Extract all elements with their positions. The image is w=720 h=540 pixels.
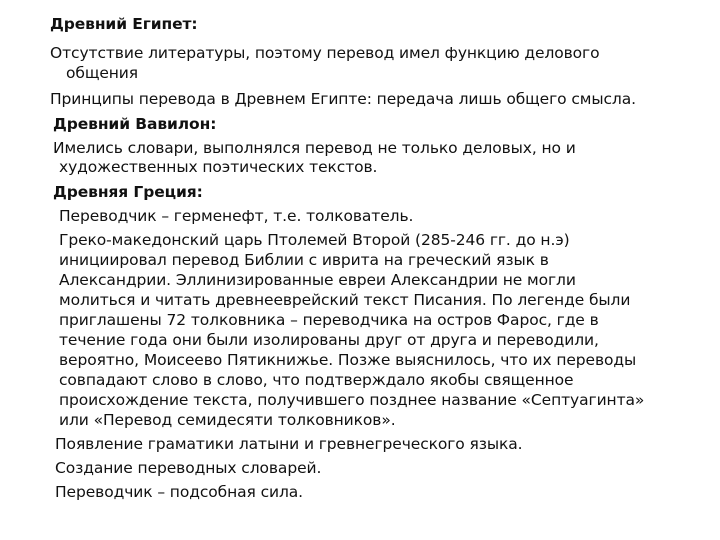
babylon-paragraph-line-1: Имелись словари, выполнялся перевод не только деловых, но и <box>53 139 576 157</box>
greece-paragraph-2-line: совпадают слово в слово, что подтверждало якобы священное <box>59 371 574 389</box>
babylon-paragraph-line-2: художественных поэтических текстов. <box>59 158 378 176</box>
closing-line-dictionaries: Создание переводных словарей. <box>55 459 322 477</box>
greece-paragraph-2-line: инициировал перевод Библии с иврита на греческий язык в <box>59 251 549 269</box>
greece-paragraph-2-line: происхождение текста, получившего позднее название «Септуагинта» <box>59 391 645 409</box>
greece-paragraph-2-line: или «Перевод семидесяти толковников». <box>59 411 396 429</box>
egypt-paragraph-1-line-1: Отсутствие литературы, поэтому перевод имел функцию делового <box>50 44 600 62</box>
egypt-paragraph-2: Принципы перевода в Древнем Египте: передача лишь общего смысла. <box>50 90 636 108</box>
greece-paragraph-2-line: течение года они были изолированы друг от друга и переводили, <box>59 331 599 349</box>
greece-paragraph-2-line: молиться и читать древнееврейский текст Писания. По легенде были <box>59 291 631 309</box>
egypt-paragraph-1-line-2: общения <box>66 64 139 82</box>
heading-ancient-egypt: Древний Египет: <box>50 15 198 33</box>
greece-paragraph-2-line: Александрии. Эллинизированные евреи Александрии не могли <box>59 271 576 289</box>
closing-line-translator-role: Переводчик – подсобная сила. <box>55 483 304 501</box>
greece-paragraph-2-line: вероятно, Моисеево Пятикнижье. Позже выяснилось, что их переводы <box>59 351 637 369</box>
greece-paragraph-2-line: приглашены 72 толковника – переводчика на остров Фарос, где в <box>59 311 599 329</box>
greece-paragraph-1: Переводчик – герменефт, т.е. толкователь. <box>59 207 414 225</box>
greece-paragraph-2-line: Греко-македонский царь Птолемей Второй (285-246 гг. до н.э) <box>59 231 570 249</box>
heading-ancient-babylon: Древний Вавилон: <box>53 115 217 133</box>
closing-line-grammar: Появление граматики латыни и гревнегреческого языка. <box>55 435 523 453</box>
heading-ancient-greece: Древняя Греция: <box>53 183 203 201</box>
